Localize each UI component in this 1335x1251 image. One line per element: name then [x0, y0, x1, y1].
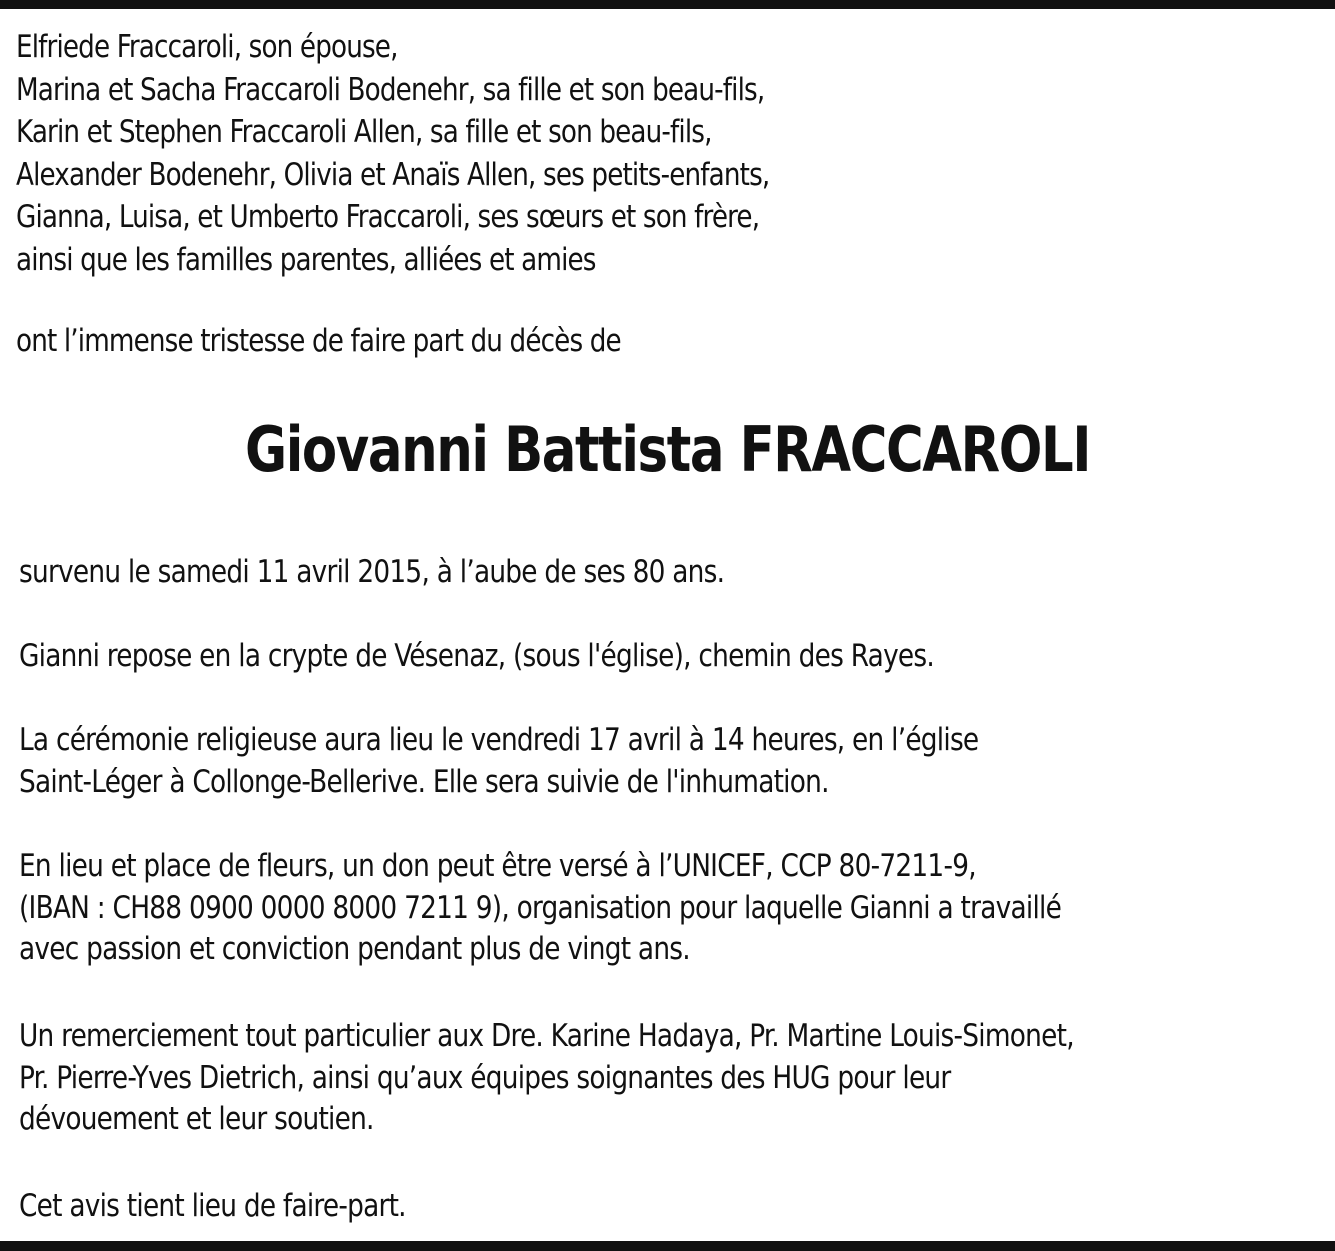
thanks-line-2: Pr. Pierre-Yves Dietrich, ainsi qu’aux équipes soignantes des HUG pour leur: [19, 1059, 951, 1096]
family-line-grandchildren: Alexander Bodenehr, Olivia et Anaïs Allen, ses petits-enfants,: [16, 156, 770, 193]
donation-line-1: En lieu et place de fleurs, un don peut être versé à l’UNICEF, CCP 80-7211-9,: [19, 848, 976, 884]
announcement-text: ont l’immense tristesse de faire part du décès de: [16, 323, 621, 359]
closing-line: Cet avis tient lieu de faire-part.: [19, 1188, 406, 1224]
donation-paragraph: [19, 846, 1321, 971]
deceased-name: Giovanni Battista FRACCAROLI: [244, 413, 1091, 486]
family-list: [16, 26, 1238, 281]
ceremony-line-2: Saint-Léger à Collonge-Bellerive. Elle sera suivie de l'inhumation.: [19, 763, 829, 800]
donation-line-2: (IBAN : CH88 0900 0000 8000 7211 9), organisation pour laquelle Gianni a travaillé: [19, 889, 1062, 926]
top-border-rule: [0, 0, 1335, 9]
family-line-relatives: ainsi que les familles parentes, alliées et amies: [16, 241, 596, 278]
thanks-line-3: dévouement et leur soutien.: [19, 1101, 374, 1137]
death-notice-line: survenu le samedi 11 avril 2015, à l’aube de ses 80 ans.: [19, 554, 725, 590]
family-line-daughter-karin: Karin et Stephen Fraccaroli Allen, sa fille et son beau-fils,: [16, 114, 712, 150]
family-line-siblings: Gianna, Luisa, et Umberto Fraccaroli, ses sœurs et son frère,: [16, 199, 760, 235]
resting-place-line: Gianni repose en la crypte de Vésenaz, (sous l'église), chemin des Rayes.: [19, 638, 935, 674]
bottom-border-rule: [0, 1241, 1335, 1251]
donation-line-3: avec passion et conviction pendant plus de vingt ans.: [19, 931, 690, 967]
thanks-line-1: Un remerciement tout particulier aux Dre. Karine Hadaya, Pr. Martine Louis-Simonet,: [19, 1018, 1074, 1054]
death-notice-paragraph: [19, 552, 1321, 594]
resting-place-paragraph: [19, 636, 1321, 678]
family-line-daughter-marina: Marina et Sacha Fraccaroli Bodenehr, sa fille et son beau-fils,: [16, 71, 765, 108]
ceremony-paragraph: [19, 720, 1321, 803]
ceremony-line-1: La cérémonie religieuse aura lieu le vendredi 17 avril à 14 heures, en l’église: [19, 722, 979, 758]
family-line-spouse: Elfriede Fraccaroli, son épouse,: [16, 29, 398, 65]
closing-paragraph: [19, 1186, 1321, 1228]
thanks-paragraph: [19, 1016, 1321, 1141]
